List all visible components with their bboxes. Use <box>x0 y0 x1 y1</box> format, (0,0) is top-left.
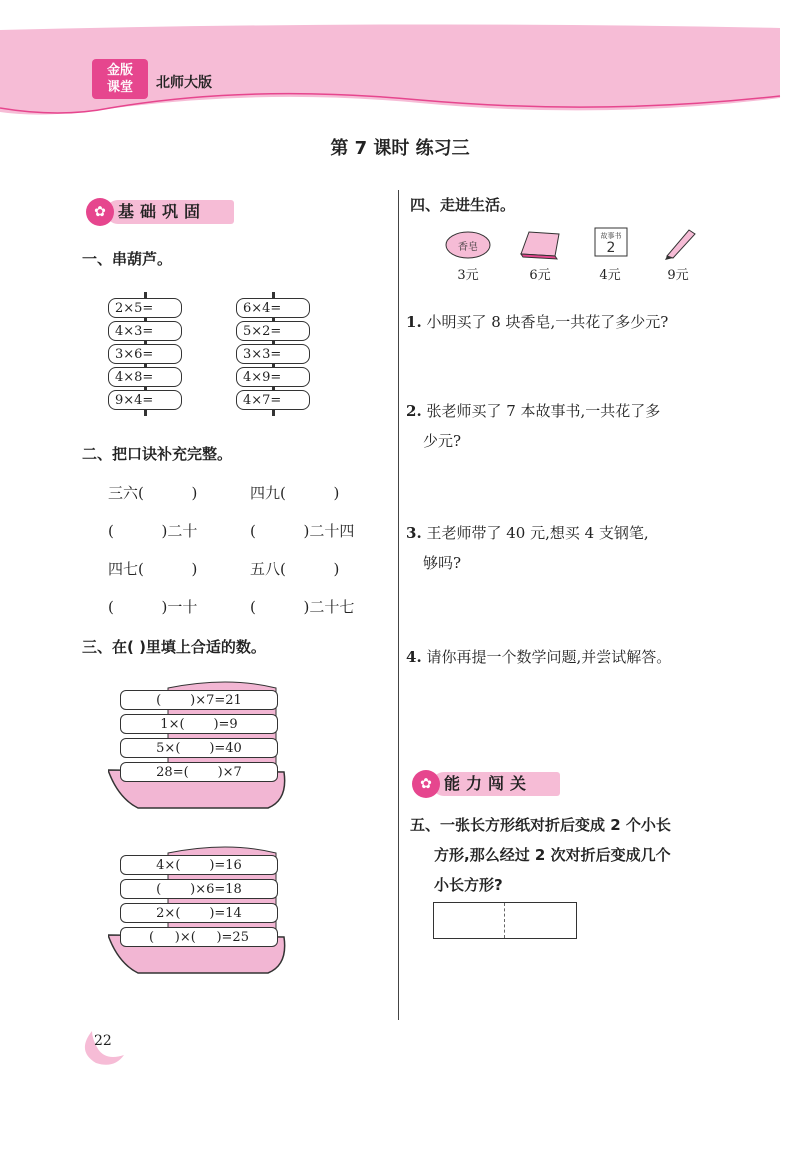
problem-number: 3 <box>406 524 417 542</box>
page-header <box>0 0 800 125</box>
problem-2-line2: 少元? <box>423 432 462 450</box>
pen-icon <box>653 224 703 260</box>
gourd-cell[interactable]: 4×8= <box>108 367 182 387</box>
verse-blank[interactable]: ( )二十七 <box>250 598 355 616</box>
q5-line2: 方形,那么经过 2 次对折后变成几个 <box>434 846 671 864</box>
gourd-cell[interactable]: 4×9= <box>236 367 310 387</box>
towel-icon <box>515 226 565 260</box>
price-label: 4元 <box>599 268 621 283</box>
storybook-item <box>582 224 638 283</box>
svg-text:2: 2 <box>606 240 616 256</box>
problem-2: 2. 张老师买了 7 本故事书,一共花了多 <box>406 402 661 420</box>
q4-title: 四、走进生活。 <box>410 196 516 214</box>
q5-line1: 五、一张长方形纸对折后变成 2 个小长 <box>410 816 671 834</box>
bunny-icon: ✿ <box>86 198 114 226</box>
problem-1: 1. 小明买了 8 块香皂,一共花了多少元? <box>406 313 669 331</box>
gourd-cell[interactable]: 3×3= <box>236 344 310 364</box>
publisher-logo <box>92 59 148 99</box>
edition-label: 北师大版 <box>156 75 212 91</box>
bunny-icon: ✿ <box>412 770 440 798</box>
pen-item <box>650 224 706 283</box>
gourd-cell[interactable]: 5×2= <box>236 321 310 341</box>
towel-item <box>512 226 568 283</box>
section-badge-basic <box>86 198 256 226</box>
column-divider <box>398 190 399 1020</box>
verse-blank[interactable]: 五八( ) <box>250 560 340 578</box>
book-label: 故事书 <box>600 232 622 240</box>
gourd-cell[interactable]: 2×5= <box>108 298 182 318</box>
lesson-title: 第 7 课时 练习三 <box>330 138 470 159</box>
gourd-cell[interactable]: 3×6= <box>108 344 182 364</box>
problem-text: 请你再提一个数学问题,并尝试解答。 <box>426 648 672 666</box>
problem-text: 小明买了 8 块香皂,一共花了多少元? <box>426 313 669 331</box>
equation-plank[interactable]: 5×( )=40 <box>120 738 278 758</box>
book-icon <box>585 224 635 260</box>
problem-number: 4 <box>406 648 417 666</box>
gourd-1 <box>108 298 208 413</box>
problem-3-line2: 够吗? <box>423 554 462 572</box>
equation-plank[interactable]: ( )×6=18 <box>120 879 278 899</box>
price-label: 3元 <box>457 268 479 283</box>
q1-title: 一、串葫芦。 <box>82 250 173 268</box>
problem-number: 1 <box>406 313 417 331</box>
equation-plank[interactable]: 2×( )=14 <box>120 903 278 923</box>
problem-3: 3. 王老师带了 40 元,想买 4 支钢笔, <box>406 524 649 542</box>
folded-paper-diagram <box>433 902 577 939</box>
q3-title: 三、在( )里填上合适的数。 <box>82 638 266 656</box>
soap-item <box>440 228 496 283</box>
price-label: 9元 <box>667 268 689 283</box>
section-title-challenge: 能力闯关 <box>432 772 560 796</box>
problem-text: 张老师买了 7 本故事书,一共花了多 <box>426 402 661 420</box>
equation-plank[interactable]: 1×( )=9 <box>120 714 278 734</box>
equation-plank[interactable]: 28=( )×7 <box>120 762 278 782</box>
q2-title: 二、把口诀补充完整。 <box>82 445 233 463</box>
page-number: 22 <box>94 1033 112 1049</box>
gourd-cell[interactable]: 6×4= <box>236 298 310 318</box>
soap-icon <box>443 228 493 260</box>
page-number-badge <box>82 1027 126 1067</box>
verse-blank[interactable]: 四九( ) <box>250 484 340 502</box>
verse-blank[interactable]: 三六( ) <box>108 484 198 502</box>
logo-text-line1: 金版 <box>106 63 133 78</box>
verse-blank[interactable]: ( )二十四 <box>250 522 355 540</box>
problem-number: 2 <box>406 402 417 420</box>
problem-4: 4. 请你再提一个数学问题,并尝试解答。 <box>406 648 672 666</box>
equation-plank[interactable]: ( )×( )=25 <box>120 927 278 947</box>
gourd-cell[interactable]: 4×7= <box>236 390 310 410</box>
equation-plank[interactable]: 4×( )=16 <box>120 855 278 875</box>
logo-text-line2: 课堂 <box>106 80 133 95</box>
verse-blank[interactable]: ( )一十 <box>108 598 198 616</box>
gourd-2 <box>236 298 336 413</box>
section-title-basic: 基础巩固 <box>106 200 234 224</box>
q5-line3: 小长方形? <box>434 876 503 894</box>
gourd-cell[interactable]: 9×4= <box>108 390 182 410</box>
gourd-cell[interactable]: 4×3= <box>108 321 182 341</box>
equation-plank[interactable]: ( )×7=21 <box>120 690 278 710</box>
fold-line <box>504 903 505 938</box>
boat-2 <box>108 855 298 990</box>
verse-blank[interactable]: 四七( ) <box>108 560 198 578</box>
soap-label: 香皂 <box>458 242 478 253</box>
price-label: 6元 <box>529 268 551 283</box>
problem-text: 王老师带了 40 元,想买 4 支钢笔, <box>426 524 649 542</box>
section-badge-challenge <box>412 770 582 798</box>
verse-blank[interactable]: ( )二十 <box>108 522 198 540</box>
boat-1 <box>108 690 298 825</box>
